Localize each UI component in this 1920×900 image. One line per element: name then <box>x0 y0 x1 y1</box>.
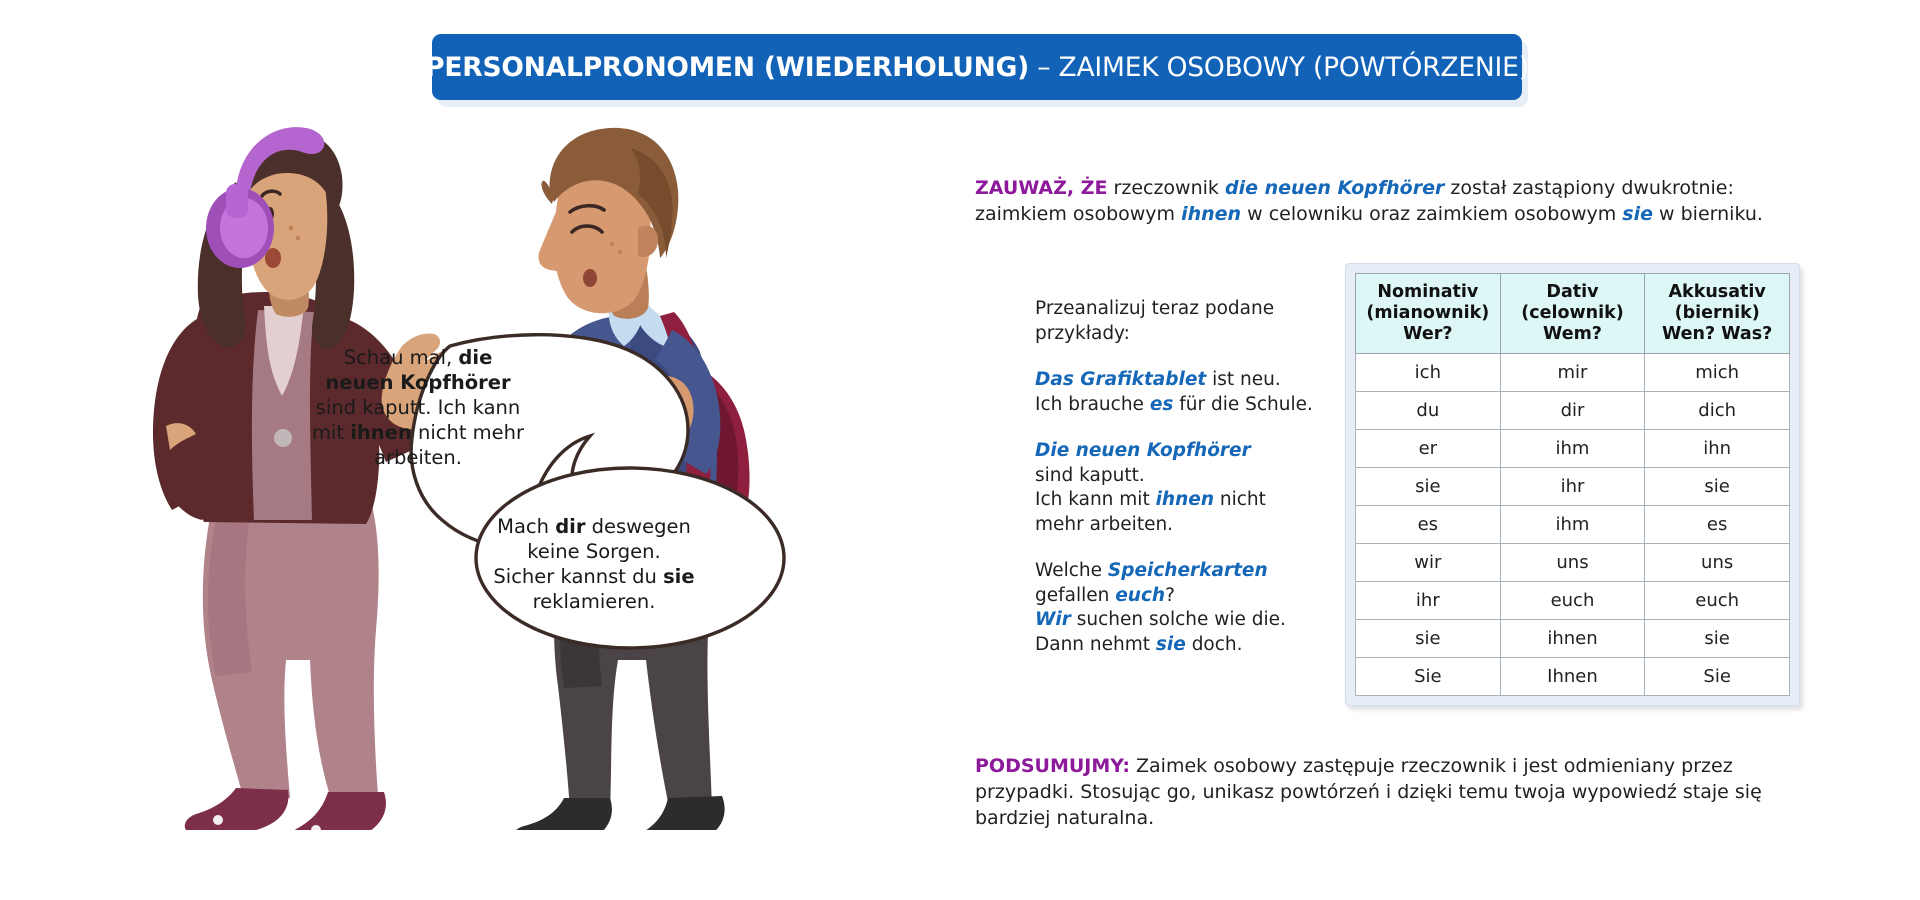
pronoun-table-container <box>1345 263 1800 706</box>
example-highlight: es <box>1149 393 1174 415</box>
table-row <box>1356 354 1790 392</box>
notice-text-3: w celowniku oraz zaimkiem osobowym <box>1241 203 1623 225</box>
notice-paragraph <box>975 175 1815 227</box>
pronoun-table-panel <box>1345 263 1800 706</box>
example-line <box>1035 464 1335 489</box>
notice-highlight-2: ihnen <box>1181 203 1242 225</box>
example-text: für die Schule. <box>1173 393 1313 415</box>
examples-intro-block <box>1035 297 1335 346</box>
table-cell: ihm <box>1500 506 1645 544</box>
example-highlight: Die neuen Kopfhörer <box>1035 440 1251 461</box>
summary-text: Zaimek osobowy zastępuje rzeczownik i jest odmieniany przez przypadki. Stosując go, unikasz powtórzeń i dzięki temu twoja wypowiedź staje się bardziej naturalna. <box>975 755 1762 829</box>
header-banner <box>425 34 1529 100</box>
speech-bubble-two-text <box>478 514 710 614</box>
example-kopfhoerer <box>1035 439 1335 537</box>
table-row <box>1356 658 1790 696</box>
female-headphone-slider <box>226 184 248 218</box>
pronoun-table-head <box>1356 274 1790 354</box>
example-text: Ich brauche <box>1035 393 1150 415</box>
pronoun-table-header-0: Nominativ (mianownik) Wer? <box>1356 274 1501 354</box>
table-cell: Ihnen <box>1500 658 1645 696</box>
male-shoe-right <box>632 796 725 830</box>
table-cell: ihr <box>1500 468 1645 506</box>
bubble-two-line1-bold: dir <box>555 515 586 538</box>
bubble-one-line4-plain-b: nicht mehr <box>411 421 525 444</box>
example-highlight: Das Grafiktablet <box>1035 369 1207 390</box>
table-row <box>1356 392 1790 430</box>
table-cell: wir <box>1356 544 1501 582</box>
pronoun-table-body <box>1356 354 1790 696</box>
table-cell: sie <box>1356 468 1501 506</box>
page-title-light: ZAIMEK OSOBOWY (POWTÓRZENIE) <box>1058 51 1529 83</box>
example-line <box>1035 439 1335 464</box>
example-line <box>1035 488 1335 513</box>
example-line <box>1035 368 1335 393</box>
male-mouth <box>583 269 597 287</box>
example-text: suchen solche wie die. <box>1070 609 1286 630</box>
male-freckle-a <box>610 242 614 246</box>
male-freckle-b <box>618 250 622 254</box>
pronoun-table-header-1: Dativ (celownik) Wem? <box>1500 274 1645 354</box>
female-freckle-b <box>296 236 300 240</box>
notice-text-2: został zastąpiony dwukrotnie: zaimkiem osobowym <box>975 177 1734 225</box>
bubble-one-line4-bold: ihnen <box>350 421 412 444</box>
table-row <box>1356 544 1790 582</box>
female-shoe-right <box>289 792 386 830</box>
example-highlight: Speicherkarten <box>1107 560 1268 581</box>
examples-intro: Przeanalizuj teraz podane przykłady: <box>1035 298 1280 344</box>
example-text: ? <box>1165 584 1175 606</box>
female-shoe-left <box>185 788 289 830</box>
pronoun-table-header-row <box>1356 274 1790 354</box>
table-row <box>1356 582 1790 620</box>
example-highlight: Wir <box>1035 609 1071 630</box>
example-text: doch. <box>1185 633 1243 655</box>
table-cell: es <box>1356 506 1501 544</box>
example-line <box>1035 559 1335 584</box>
table-cell: sie <box>1645 468 1790 506</box>
table-cell: ihnen <box>1500 620 1645 658</box>
notice-label: ZAUWAŻ, ŻE <box>975 177 1108 199</box>
example-highlight: euch <box>1115 584 1166 606</box>
example-text: mehr arbeiten. <box>1035 513 1174 535</box>
example-text: sind kaputt. <box>1035 464 1145 486</box>
bubble-one-line3: sind kaputt. Ich kann <box>315 396 521 419</box>
table-row <box>1356 468 1790 506</box>
example-line <box>1035 608 1335 633</box>
bubble-two-line2: keine Sorgen. <box>527 540 661 563</box>
table-cell: sie <box>1645 620 1790 658</box>
bubble-two-line3-bold: sie <box>663 565 695 588</box>
example-text: ist neu. <box>1206 369 1281 390</box>
male-shoe-left <box>512 798 611 830</box>
bubble-one-line2-bold: neuen Kopfhörer <box>325 371 511 394</box>
female-freckle-a <box>289 226 293 230</box>
notice-highlight-1: die neuen Kopfhörer <box>1224 177 1445 199</box>
notice-text-4: w bierniku. <box>1653 203 1763 225</box>
table-cell: uns <box>1500 544 1645 582</box>
table-cell: Sie <box>1645 658 1790 696</box>
table-cell: uns <box>1645 544 1790 582</box>
table-cell: euch <box>1645 582 1790 620</box>
bubble-one-line1-bold: die <box>458 346 493 369</box>
example-line <box>1035 393 1335 418</box>
table-row <box>1356 506 1790 544</box>
summary-label: PODSUMUJMY: <box>975 755 1130 777</box>
bubble-two-line1-plain-b: deswegen <box>585 515 691 538</box>
example-speicherkarten <box>1035 559 1335 657</box>
table-cell: euch <box>1500 582 1645 620</box>
notice-highlight-3: sie <box>1622 203 1653 225</box>
table-cell: es <box>1645 506 1790 544</box>
table-cell: ihn <box>1645 430 1790 468</box>
table-row <box>1356 430 1790 468</box>
example-highlight: sie <box>1155 633 1186 655</box>
illustration-area <box>140 120 920 830</box>
example-text: Dann nehmt <box>1035 633 1156 655</box>
table-cell: ihr <box>1356 582 1501 620</box>
page-title <box>425 52 1529 83</box>
table-cell: mich <box>1645 354 1790 392</box>
page-title-separator: – <box>1029 51 1059 83</box>
speech-bubble-one-text <box>300 345 536 470</box>
example-highlight: ihnen <box>1155 489 1214 510</box>
pronoun-table-header-2: Akkusativ (biernik) Wen? Was? <box>1645 274 1790 354</box>
female-cardigan-button <box>274 429 292 447</box>
page-title-strong: PERSONALPRONOMEN (WIEDERHOLUNG) <box>425 51 1030 83</box>
bubble-one-line1-plain: Schau mal, <box>343 346 459 369</box>
bubble-one-line4-plain-a: mit <box>311 421 351 444</box>
example-grafiktablet <box>1035 368 1335 417</box>
summary-paragraph <box>975 753 1815 831</box>
table-cell: ich <box>1356 354 1501 392</box>
bubble-two-line4: reklamieren. <box>532 590 656 613</box>
table-row <box>1356 620 1790 658</box>
table-cell: ihm <box>1500 430 1645 468</box>
table-cell: er <box>1356 430 1501 468</box>
example-line <box>1035 584 1335 609</box>
table-cell: dich <box>1645 392 1790 430</box>
header-banner-bar <box>425 34 1529 100</box>
example-line <box>1035 633 1335 658</box>
pronoun-table <box>1355 273 1790 696</box>
examples-section <box>1035 297 1335 657</box>
example-text: Welche <box>1035 560 1108 581</box>
bubble-one-line5: arbeiten. <box>374 446 462 469</box>
example-line <box>1035 513 1335 538</box>
example-text: nicht <box>1214 489 1266 510</box>
table-cell: Sie <box>1356 658 1501 696</box>
bubble-two-line3-plain: Sicher kannst du <box>493 565 664 588</box>
male-ear <box>638 226 658 257</box>
notice-text-1: rzeczownik <box>1107 177 1225 199</box>
female-shoe-left-detail <box>213 815 223 825</box>
table-cell: sie <box>1356 620 1501 658</box>
table-cell: du <box>1356 392 1501 430</box>
table-cell: dir <box>1500 392 1645 430</box>
bubble-two-line1-plain-a: Mach <box>497 515 556 538</box>
example-text: gefallen <box>1035 584 1116 606</box>
examples-blocks <box>1035 368 1335 657</box>
table-cell: mir <box>1500 354 1645 392</box>
example-text: Ich kann mit <box>1035 489 1156 510</box>
